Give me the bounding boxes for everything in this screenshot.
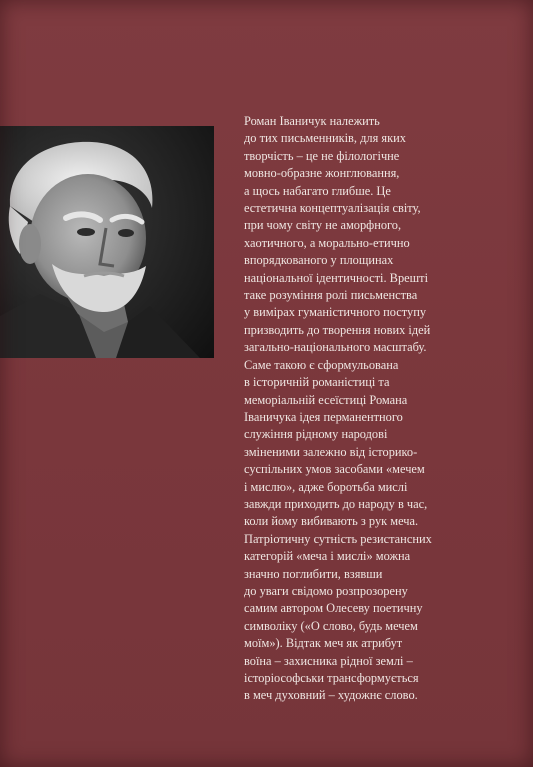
text-line: загально-національного масштабу. [244,340,427,355]
text-line: Роман Іваничук належить [244,114,380,128]
text-line: моїм»). Відтак меч як атрибут [244,636,403,651]
text-line: таке розуміння ролі письменства [244,288,418,303]
text-line: в меч духовний – художнє слово. [244,688,418,703]
text-line: воїна – захисника рідної землі – [244,653,413,668]
text-line: меморіальній есеїстиці Романа [244,392,408,407]
text-line: в історичній романістиці та [244,375,390,390]
text-line: Іваничука ідея перманентного [244,409,403,424]
text-line: служіння рідному народові [244,427,388,442]
text-line: призводить до творення нових ідей [244,322,431,337]
text-line: Патріотичну сутність резистансних [244,531,432,546]
text-line: до уваги свідомо розпрозорену [244,583,408,598]
author-photo [0,126,214,358]
text-line: історіософськи трансформується [244,671,419,685]
text-line: і мислю», адже боротьба мислі [244,479,408,494]
text-line: мовно-образне жонглювання, [244,166,400,181]
author-portrait-image [0,126,214,358]
text-line: а щось набагато глибше. Це [244,183,391,198]
text-line: символіку («О слово, будь мечем [244,618,418,633]
text-line: до тих письменників, для яких [244,131,406,146]
text-line: творчість – це не філологічне [244,148,400,163]
text-line: зміненими залежно від історико- [244,444,418,459]
text-line: у вимірах гуманістичного поступу [244,305,427,320]
text-line: Саме такою є сформульована [244,357,399,372]
text-line: самим автором Олесеву поетичну [244,601,423,616]
text-line: завжди приходить до народу в час, [244,496,428,511]
text-line: національної ідентичності. Врешті [244,270,429,285]
text-line: при чому світу не аморфного, [244,218,402,233]
text-line: значно поглибити, взявши [244,566,383,581]
text-line: хаотичного, а морально-етично [244,235,410,250]
text-line: коли йому вибивають з рук меча. [244,514,419,529]
text-line: впорядкованого у площинах [244,253,394,268]
text-line: категорій «меча і мислі» можна [244,549,411,564]
author-description-text [244,113,512,705]
text-line: суспільних умов засобами «мечем [244,462,425,477]
text-line: естетична концептуалізація світу, [244,201,421,216]
